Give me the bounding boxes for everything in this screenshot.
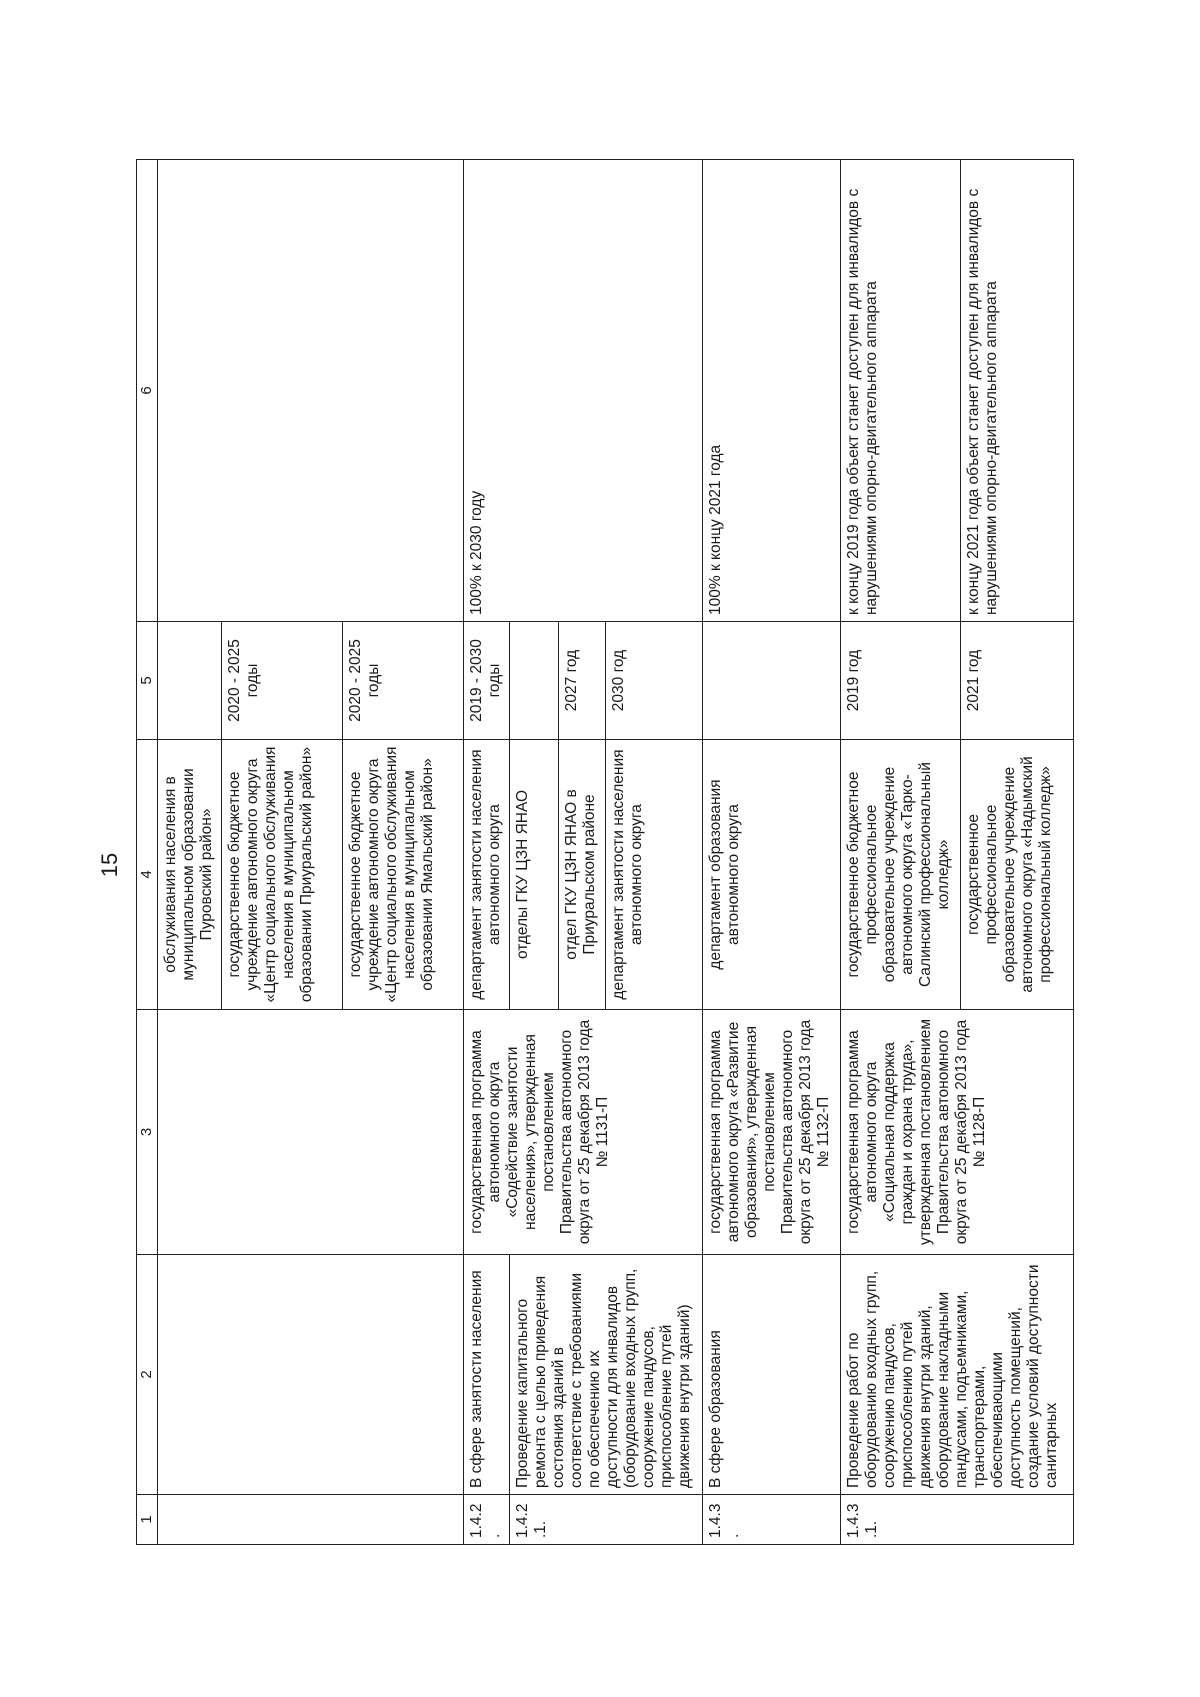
header-cell: 2: [137, 1255, 158, 1495]
table-row: [463, 160, 509, 1545]
table-row: [158, 160, 222, 1545]
table-cell: [509, 622, 559, 740]
table-cell: 2020 - 2025 годы: [222, 622, 343, 740]
row-number: 1.4.2.: [463, 1495, 509, 1545]
header-cell: 1: [137, 1495, 158, 1545]
table-cell: 2020 - 2025 годы: [343, 622, 464, 740]
table-cell: отдел ГКУ ЦЗН ЯНАО в Приуральском районе: [559, 740, 605, 1010]
table-row: [840, 160, 961, 1545]
table-cell: [702, 622, 840, 740]
table-cell: 100% к 2030 году: [463, 160, 702, 622]
table-cell: государственное бюджетное учреждение автономного округа «Центр социального обслуживания населения в муниципальном образовании Ямальский район»: [343, 740, 464, 1010]
page-number: 15: [97, 852, 122, 878]
table-cell: 2019 год: [840, 622, 961, 740]
table-cell: государственное бюджетное профессиональное образовательное учреждение автономного округа «Тарко-Салинский профессиональный колледж»: [840, 740, 961, 1010]
table-cell: департамент образования автономного округа: [702, 740, 840, 1010]
header-cell: 3: [137, 1010, 158, 1255]
table-cell: обслуживания населения в муниципальном образовании Пуровский район»: [158, 740, 222, 1010]
table-cell: В сфере образования: [702, 1255, 840, 1495]
table-cell: государственное бюджетное учреждение автономного округа «Центр социального обслуживания населения в муниципальном образовании Приуральский район»: [222, 740, 343, 1010]
table-cell: департамент занятости населения автономного округа: [463, 740, 509, 1010]
row-number: 1.4.3.: [702, 1495, 840, 1545]
header-cell: 5: [137, 622, 158, 740]
header-row: [137, 160, 158, 1545]
table-cell: департамент занятости населения автономного округа: [605, 740, 702, 1010]
table-cell: государственное профессиональное образовательное учреждение автономного округа «Надымский профессиональный колледж»: [961, 740, 1074, 1010]
table-cell: 2030 год: [605, 622, 702, 740]
table-cell: к концу 2021 года объект станет доступен для инвалидов с нарушениями опорно-двигательного аппарата: [961, 160, 1074, 622]
row-number: 1.4.3.1.: [840, 1495, 1073, 1545]
table-cell: государственная программа автономного округа «Социальная поддержка граждан и охрана труда», утвержденная постановлением Правительства автономного округа от 25 декабря 2013 года № 1128-П: [840, 1010, 1073, 1255]
table-cell: к концу 2019 года объект станет доступен для инвалидов с нарушениями опорно-двигательного аппарата: [840, 160, 961, 622]
table-cell: [158, 622, 222, 740]
table-cell: 2027 год: [559, 622, 605, 740]
table-row: [702, 160, 840, 1545]
table-cell: [158, 1495, 464, 1545]
row-number: 1.4.2.1.: [509, 1495, 702, 1545]
table-cell: [158, 160, 464, 622]
table-cell: 2019 - 2030 годы: [463, 622, 509, 740]
measures-table: [136, 159, 1074, 1545]
rotated-table-container: [136, 160, 1074, 1545]
header-cell: 4: [137, 740, 158, 1010]
table-cell: В сфере занятости населения: [463, 1255, 509, 1495]
table-cell: Проведение капитального ремонта с целью приведения состояния зданий в соответствие с требованиями по обеспечению их доступности для инвалидов (оборудование входных групп, сооружение пандусов, приспособление путей движения внутри зданий): [509, 1255, 702, 1495]
table-cell: государственная программа автономного округа «Содействие занятости населения», утвержденная постановлением Правительства автономного округа от 25 декабря 2013 года № 1131-П: [463, 1010, 702, 1255]
table-cell: государственная программа автономного округа «Развитие образования», утвержденная постановлением Правительства автономного округа от 25 декабря 2013 года № 1132-П: [702, 1010, 840, 1255]
table-cell: 100% к концу 2021 года: [702, 160, 840, 622]
table-cell: 2021 год: [961, 622, 1074, 740]
table-cell: отделы ГКУ ЦЗН ЯНАО: [509, 740, 559, 1010]
table-cell: Проведение работ по оборудованию входных групп, сооружению пандусов, приспособлению путей движения внутри зданий, оборудование накладными пандусами, подъемниками, транспортерами, обеспечивающими доступность помещений, создание условий доступности санитарных: [840, 1255, 1073, 1495]
table-cell: [158, 1010, 464, 1255]
header-cell: 6: [137, 160, 158, 622]
table-cell: [158, 1255, 464, 1495]
